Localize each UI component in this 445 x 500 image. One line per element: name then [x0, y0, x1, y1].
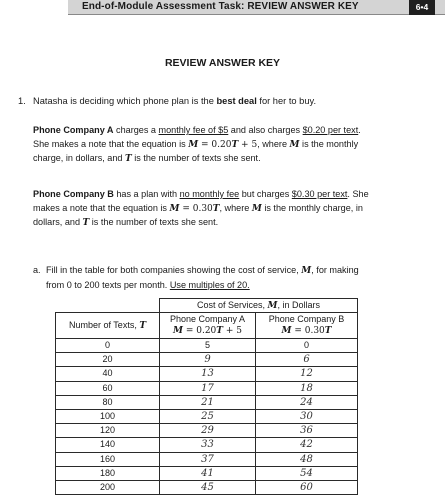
company-a-cost-cell: 21	[160, 395, 256, 409]
part-a-label: a.	[33, 265, 41, 275]
company-b-cost-cell: 18	[256, 381, 358, 395]
company-a-fee: monthly fee of $5	[158, 125, 229, 135]
company-b-cost-cell: 48	[256, 452, 358, 466]
header-title: End-of-Module Assessment Task: REVIEW ANSWER KEY	[82, 1, 359, 12]
page-title: REVIEW ANSWER KEY	[164, 57, 281, 69]
company-b-cost-cell: 42	[256, 438, 358, 452]
table-row	[56, 381, 358, 395]
table-row	[56, 339, 358, 353]
part-a-prompt: a. Fill in the table for both companies showing the cost of service, M, for making from 0 to 200 texts per month. Use multiples of 20.	[33, 265, 359, 290]
company-a-cost-cell: 5	[160, 339, 256, 353]
texts-cell: 200	[56, 480, 160, 494]
question-number: 1.	[18, 96, 26, 106]
company-a-cost-cell: 41	[160, 466, 256, 480]
table-row	[56, 395, 358, 409]
company-a-cost-cell: 17	[160, 381, 256, 395]
company-a-cost-cell: 25	[160, 409, 256, 423]
texts-cell: 40	[56, 367, 160, 381]
company-b-cost-cell: 12	[256, 367, 358, 381]
table-row	[56, 409, 358, 423]
table-row	[56, 438, 358, 452]
cost-group-header: Cost of Services, M, in Dollars	[160, 299, 358, 313]
table-row	[56, 466, 358, 480]
texts-column-header: Number of Texts, T	[56, 313, 160, 339]
company-b-cost-cell: 36	[256, 424, 358, 438]
cost-table	[55, 298, 358, 495]
company-a-rate: $0.20 per text	[302, 125, 359, 135]
company-b-name: Phone Company B	[33, 189, 114, 199]
texts-cell: 60	[56, 381, 160, 395]
table-corner	[56, 299, 160, 313]
company-b-cost-cell: 30	[256, 409, 358, 423]
header-bar	[68, 0, 445, 15]
company-b-paragraph: Phone Company B has a plan with no monthly fee but charges $0.30 per text. She makes a note that the equation is M = 0.30T, where M is the monthly charge, in dollars, and T is the number of texts she sent.	[33, 189, 369, 228]
company-b-cost-cell: 60	[256, 480, 358, 494]
company-b-column-header: Phone Company B M = 0.30T	[256, 313, 358, 339]
texts-cell: 100	[56, 409, 160, 423]
grade-module-badge: 6•4	[409, 0, 435, 15]
company-b-rate: $0.30 per text	[291, 189, 348, 199]
company-b-cost-cell: 54	[256, 466, 358, 480]
texts-cell: 20	[56, 353, 160, 367]
texts-cell: 160	[56, 452, 160, 466]
company-a-paragraph: Phone Company A charges a monthly fee of $5 and also charges $0.20 per text. She makes a note that the equation is M = 0.20T + 5, where M is the monthly charge, in dollars, and T is the number of texts she sent.	[33, 125, 361, 164]
table-row	[56, 367, 358, 381]
company-a-cost-cell: 9	[160, 353, 256, 367]
company-b-cost-cell: 6	[256, 353, 358, 367]
texts-cell: 120	[56, 424, 160, 438]
company-a-name: Phone Company A	[33, 125, 114, 135]
company-a-cost-cell: 37	[160, 452, 256, 466]
company-b-fee: no monthly fee	[179, 189, 240, 199]
company-a-cost-cell: 33	[160, 438, 256, 452]
company-a-cost-cell: 45	[160, 480, 256, 494]
table-row	[56, 424, 358, 438]
table-row	[56, 452, 358, 466]
company-b-cost-cell: 0	[256, 339, 358, 353]
table-row	[56, 480, 358, 494]
texts-cell: 180	[56, 466, 160, 480]
texts-cell: 0	[56, 339, 160, 353]
question-intro: Natasha is deciding which phone plan is the best deal for her to buy.	[33, 96, 317, 106]
company-a-cost-cell: 29	[160, 424, 256, 438]
part-a-instruction: Use multiples of 20.	[169, 279, 250, 290]
company-a-cost-cell: 13	[160, 367, 256, 381]
company-b-equation: M = 0.30T	[169, 203, 220, 214]
texts-cell: 80	[56, 395, 160, 409]
company-b-cost-cell: 24	[256, 395, 358, 409]
company-a-equation: M = 0.20T + 5	[188, 139, 258, 150]
table-row	[56, 353, 358, 367]
texts-cell: 140	[56, 438, 160, 452]
company-a-column-header: Phone Company A M = 0.20T + 5	[160, 313, 256, 339]
